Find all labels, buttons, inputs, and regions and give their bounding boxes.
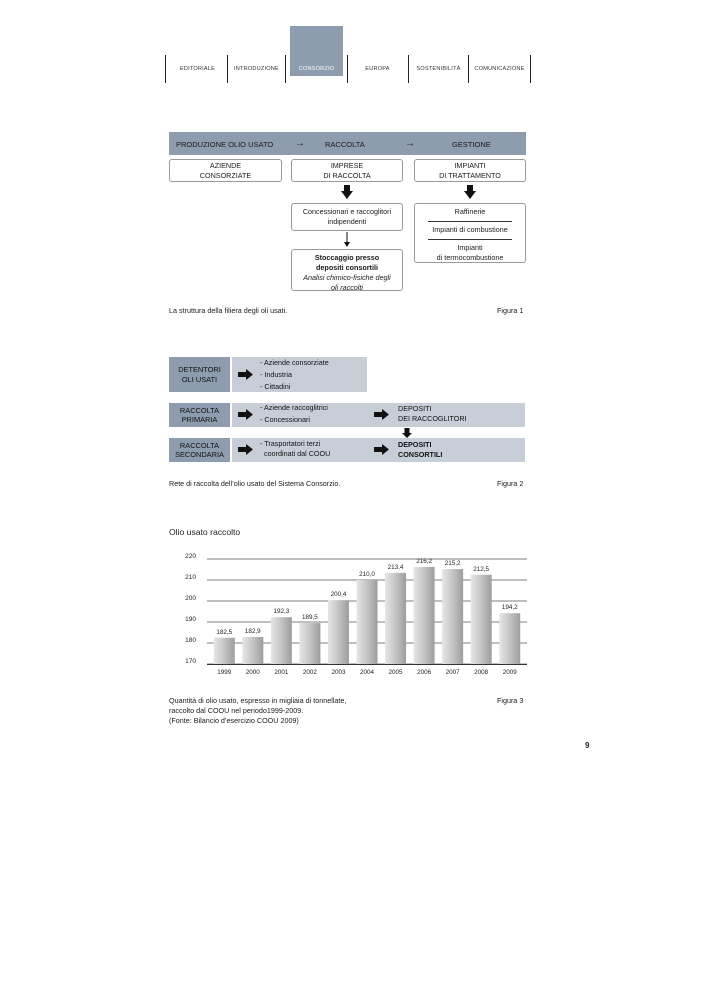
box-line: Concessionari e raccoglitori: [302, 207, 392, 216]
row-item: - Trasportatori terzi: [260, 439, 321, 448]
bar-2002: [299, 623, 320, 664]
nav-item-editoriale[interactable]: EDITORIALE: [179, 66, 216, 72]
figure2-row3-items: [260, 439, 330, 459]
nav-separator: [468, 55, 469, 83]
box-line: oli raccolti: [331, 283, 363, 292]
label-line: PRIMARIA: [181, 415, 218, 424]
box-line: DI RACCOLTA: [323, 171, 371, 180]
right-arrow-icon: [238, 369, 254, 380]
label-line: RACCOLTA: [179, 405, 220, 415]
target-line: CONSORTILI: [398, 450, 443, 459]
label-line: RACCOLTA: [179, 440, 220, 450]
x-tick-label: 1999: [217, 669, 232, 676]
figure1-header-produzione: PRODUZIONE OLIO USATO: [176, 140, 274, 149]
chart-title: Olio usato raccolto: [169, 527, 241, 537]
right-arrow-icon: [238, 444, 254, 455]
figure1-caption: La struttura della filiera degli oli usati.: [169, 306, 288, 315]
target-line: DEI RACCOGLITORI: [398, 414, 467, 423]
x-tick-label: 2009: [502, 669, 517, 676]
x-tick-label: 2008: [474, 669, 489, 676]
target-line: DEPOSITI: [398, 440, 432, 449]
row-item: - Cittadini: [260, 382, 291, 391]
figure1-box-imprese: [291, 159, 403, 182]
nav-item-comunicazione[interactable]: COMUNICAZIONE: [474, 66, 525, 72]
row-item: - Concessionari: [260, 415, 310, 424]
figure3-label: Figura 3: [497, 696, 524, 705]
bar-2007: [442, 569, 463, 664]
divider: [428, 239, 512, 240]
figure3-caption: [169, 696, 346, 726]
page-number: 9: [585, 741, 590, 750]
box-line: Impianti di combustione: [432, 225, 508, 234]
bar-2006: [414, 567, 435, 664]
box-line: AZIENDE: [209, 161, 242, 170]
bar-2005: [385, 573, 406, 664]
figure2-row3-target: [398, 440, 442, 460]
box-line: IMPIANTI: [454, 161, 486, 170]
right-arrow-icon: [374, 444, 390, 455]
box-line: indipendenti: [327, 217, 367, 226]
target-line: DEPOSITI: [398, 404, 432, 413]
nav-separator: [227, 55, 228, 83]
down-arrow-icon: [464, 185, 476, 200]
x-tick-label: 2007: [445, 669, 460, 676]
bar-2004: [357, 580, 378, 664]
x-tick-label: 2003: [331, 669, 346, 676]
y-tick-label: 180: [185, 637, 196, 644]
box-line: Analisi chimico-fisiche degli: [303, 273, 391, 282]
thin-down-arrow-icon: [342, 232, 352, 248]
right-arrow-icon: [238, 409, 254, 420]
figure2-row1-items: [260, 357, 329, 392]
figure1-header-arrow: →: [405, 138, 415, 149]
bar-value-label: 213,4: [387, 563, 404, 571]
figure1-box-aziende: [169, 159, 282, 182]
bar-2009: [499, 613, 520, 664]
figure2-row-label-detentori: [169, 357, 230, 392]
right-arrow-icon: [374, 409, 390, 420]
caption-line: raccolto dal COOU nel periodo1999-2009.: [169, 706, 304, 715]
bar-value-label: 212,5: [473, 565, 490, 573]
nav-item-europa[interactable]: EUROPA: [365, 66, 390, 72]
y-tick-label: 210: [185, 574, 196, 581]
box-line: Stoccaggio presso: [314, 253, 380, 262]
label-line: OLI USATI: [181, 374, 218, 384]
bar-2001: [271, 617, 292, 664]
y-tick-label: 170: [185, 658, 196, 665]
box-line: depositi consortili: [316, 263, 378, 272]
bar-2000: [242, 637, 263, 664]
figure1-box-stoccaggio: [291, 249, 403, 291]
divider: [428, 221, 512, 222]
row-item: - Industria: [260, 370, 292, 379]
figure2-caption: Rete di raccolta dell’olio usato del Sistema Consorzio.: [169, 479, 341, 488]
box-line: di termocombustione: [436, 253, 504, 262]
label-line: DETENTORI: [178, 365, 221, 374]
bar-chart: [169, 548, 529, 683]
bar-value-label: 215,2: [444, 560, 461, 568]
x-tick-label: 2004: [359, 669, 375, 676]
x-tick-label: 2002: [302, 669, 317, 676]
box-line: Impianti: [457, 243, 483, 252]
box-line: IMPRESE: [330, 161, 364, 170]
nav-separator: [408, 55, 409, 83]
figure1-header-raccolta: RACCOLTA: [325, 140, 365, 149]
figure1-header-arrow: →: [295, 138, 305, 149]
caption-line: (Fonte: Bilancio d’esercizio COOU 2009): [169, 716, 299, 725]
x-tick-label: 2000: [245, 669, 260, 676]
row-item: coordinati dal COOU: [260, 449, 331, 458]
figure2-row-label-secondaria: [169, 438, 230, 462]
x-tick-label: 2001: [274, 669, 289, 676]
figure2-row-label-primaria: [169, 403, 230, 427]
box-line: DI TRATTAMENTO: [439, 171, 501, 180]
bar-2008: [471, 575, 492, 664]
bar-2003: [328, 600, 349, 664]
bar-value-label: 210,0: [359, 571, 375, 578]
bar-value-label: 216,2: [416, 557, 432, 565]
bar-value-label: 200,4: [330, 591, 347, 599]
figure2-row2-target: [398, 404, 467, 424]
box-line: CONSORZIATE: [199, 171, 252, 180]
label-line: SECONDARIA: [175, 450, 224, 459]
nav-item-consorzio[interactable]: CONSORZIO: [298, 66, 335, 72]
figure2-row2-items: [260, 403, 328, 425]
figure1-label: Figura 1: [497, 306, 524, 315]
bar-value-label: 182,9: [244, 627, 261, 635]
y-tick-label: 190: [185, 616, 196, 623]
box-line: Raffinerie: [454, 207, 486, 216]
bar-value-label: 182,5: [216, 628, 233, 636]
x-tick-label: 2005: [388, 669, 403, 676]
figure1-box-gestione-list: [414, 203, 526, 263]
figure1-box-impianti: [414, 159, 526, 182]
nav-separator: [347, 55, 348, 83]
bar-value-label: 192,3: [273, 608, 290, 616]
row-item: - Aziende consorziate: [260, 358, 329, 367]
nav-item-sostenibilita[interactable]: SOSTENIBILITÀ: [416, 66, 461, 72]
nav-separator: [530, 55, 531, 83]
row-item: - Aziende raccoglitrici: [260, 403, 328, 412]
bar-value-label: 194,2: [501, 604, 518, 612]
x-tick-label: 2006: [417, 669, 432, 676]
caption-line: Quantità di olio usato, espresso in migliaia di tonnellate,: [169, 696, 347, 705]
down-arrow-icon: [341, 185, 353, 200]
nav-separator: [285, 55, 286, 83]
nav-item-introduzione[interactable]: INTRODUZIONE: [234, 66, 279, 72]
y-tick-label: 220: [185, 553, 196, 560]
nav-separator: [165, 55, 166, 83]
bar-value-label: 189,5: [302, 614, 318, 622]
figure1-box-concessionari: [291, 203, 403, 231]
figure2-label: Figura 2: [497, 479, 524, 488]
figure1-header-gestione: GESTIONE: [452, 140, 491, 149]
bar-1999: [214, 638, 235, 664]
y-tick-label: 200: [185, 595, 196, 602]
